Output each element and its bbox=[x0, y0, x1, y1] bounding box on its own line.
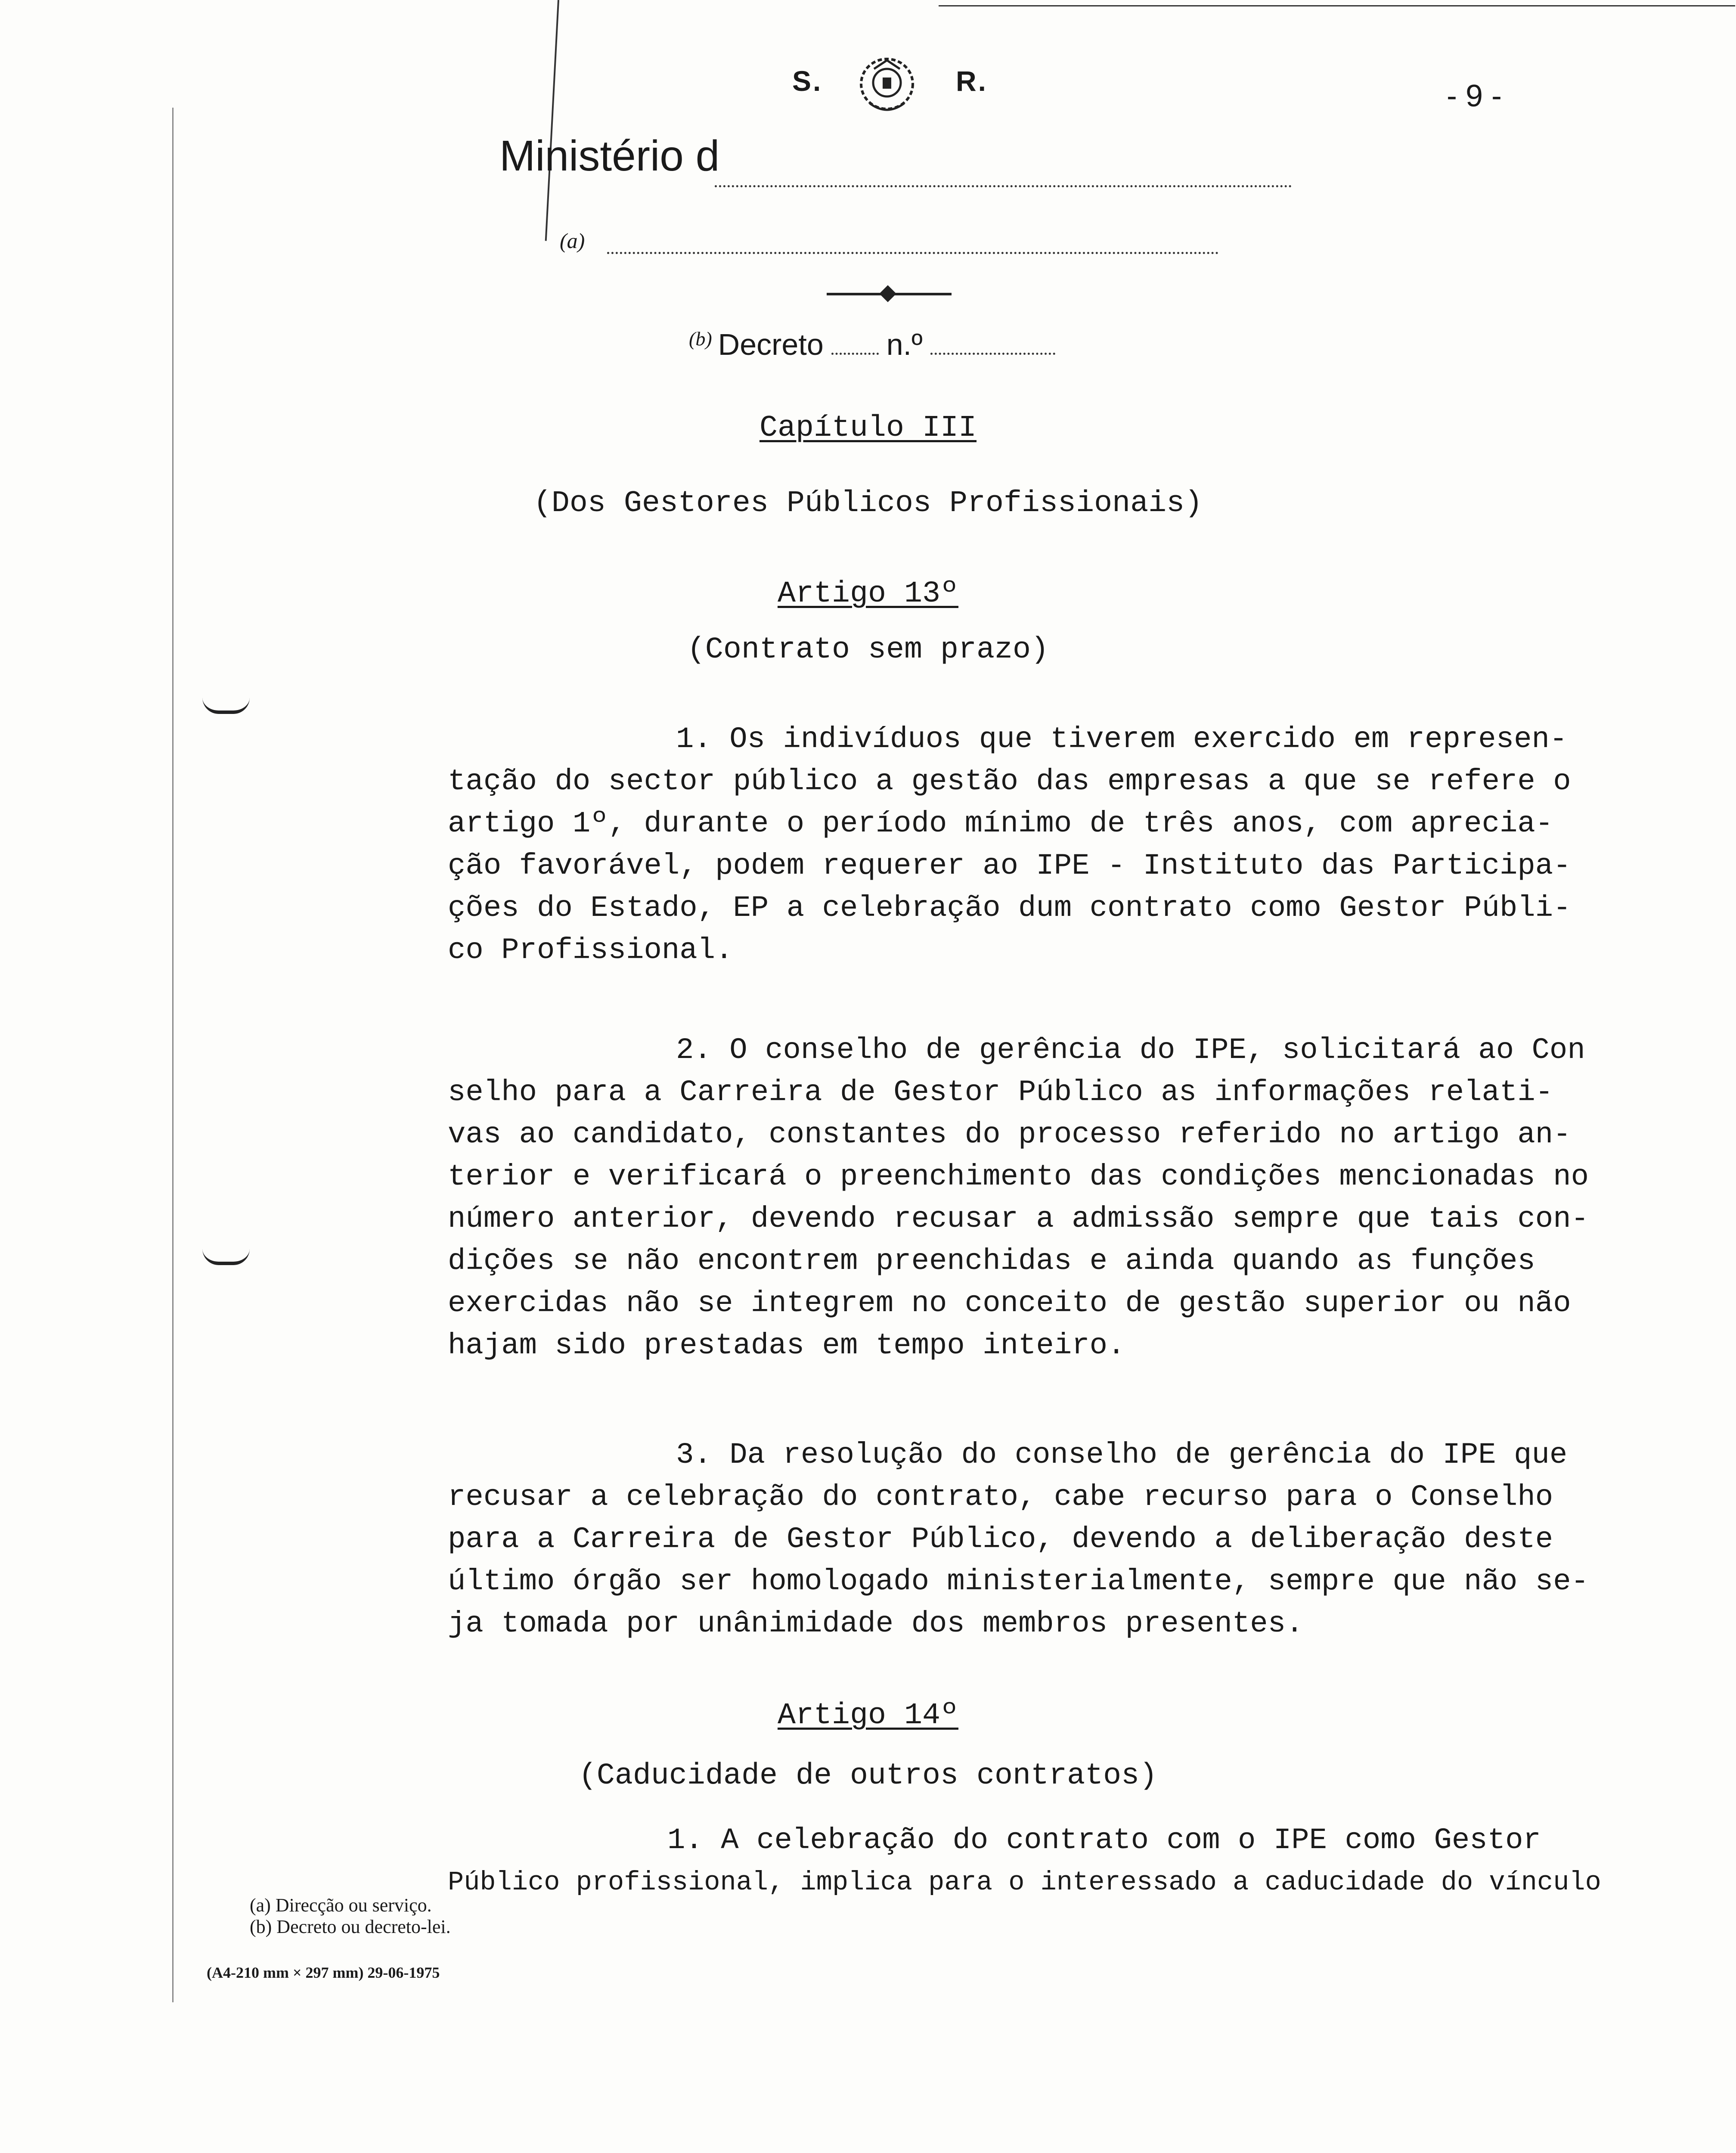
text-line: ção favorável, podem requerer ao IPE - Instituto das Participa- bbox=[448, 849, 1571, 883]
text-line: 1. Os indivíduos que tiverem exercido em represen- bbox=[676, 723, 1568, 756]
text-line: 1. A celebração do contrato com o IPE como Gestor bbox=[667, 1824, 1541, 1857]
text-line: Público profissional, implica para o interessado a caducidade do vínculo bbox=[448, 1867, 1601, 1898]
coat-of-arms-seal-icon bbox=[844, 52, 930, 116]
text-line: co Profissional. bbox=[448, 934, 733, 967]
text-line: número anterior, devendo recusar a admissão sempre que tais con- bbox=[448, 1202, 1589, 1236]
decree-marker-b: (b) bbox=[689, 328, 712, 350]
text-line: tação do sector público a gestão das empresas a que se refere o bbox=[448, 765, 1571, 798]
text-line: artigo 1º, durante o período mínimo de três anos, com aprecia- bbox=[448, 807, 1553, 841]
text-line: para a Carreira de Gestor Público, devendo a deliberação deste bbox=[448, 1523, 1553, 1556]
text-line: 3. Da resolução do conselho de gerência do IPE que bbox=[676, 1438, 1568, 1472]
text-line: dições se não encontrem preenchidas e ainda quando as funções bbox=[448, 1244, 1535, 1278]
field-a-label: (a) bbox=[560, 229, 585, 253]
ministry-label: Ministério d bbox=[499, 132, 720, 180]
text-line: terior e verificará o preenchimento das condições mencionadas no bbox=[448, 1160, 1589, 1194]
text-line: recusar a celebração do contrato, cabe recurso para o Conselho bbox=[448, 1480, 1553, 1514]
article-13-paragraph-1 bbox=[448, 718, 1571, 971]
divider-diamond-icon bbox=[879, 285, 896, 302]
binding-hole-mark bbox=[202, 1249, 250, 1265]
text-line: vas ao candidato, constantes do processo referido no artigo an- bbox=[448, 1118, 1571, 1151]
scan-edge-line bbox=[939, 5, 1735, 6]
chapter-subtitle: (Dos Gestores Públicos Profissionais) bbox=[533, 487, 1203, 521]
chapter-title: Capítulo III bbox=[759, 411, 977, 445]
footnote-a: (a) Direcção ou serviço. bbox=[250, 1895, 432, 1916]
article-13-paragraph-2 bbox=[448, 1029, 1589, 1367]
header-s: S. bbox=[792, 65, 823, 97]
decree-label: Decreto bbox=[718, 328, 824, 361]
article-13-paragraph-3 bbox=[448, 1434, 1589, 1645]
article-14-paragraph-1 bbox=[448, 1819, 1601, 1904]
header-r: R. bbox=[956, 65, 988, 97]
text-line: ções do Estado, EP a celebração dum contrato como Gestor Públi- bbox=[448, 891, 1571, 925]
footnotes bbox=[250, 1895, 451, 1938]
text-line: 2. O conselho de gerência do IPE, solicitará ao Con bbox=[676, 1033, 1585, 1067]
decree-number-blank bbox=[831, 353, 879, 355]
article-14-title: Artigo 14º bbox=[777, 1699, 959, 1733]
text-line: ja tomada por unânimidade dos membros presentes. bbox=[448, 1607, 1304, 1641]
paper-format-note: (A4-210 mm × 297 mm) 29-06-1975 bbox=[207, 1964, 440, 1981]
field-a-fill-line bbox=[607, 252, 1218, 254]
binding-hole-mark bbox=[202, 698, 250, 714]
text-line: exercidas não se integrem no conceito de gestão superior ou não bbox=[448, 1287, 1571, 1320]
text-line: último órgão ser homologado ministerialmente, sempre que não se- bbox=[448, 1565, 1589, 1598]
header-sr bbox=[792, 65, 988, 97]
article-13-title: Artigo 13º bbox=[777, 577, 959, 611]
footnote-b: (b) Decreto ou decreto-lei. bbox=[250, 1916, 451, 1937]
decree-line bbox=[689, 327, 1063, 362]
scan-edge-line bbox=[545, 0, 559, 241]
decree-no-blank bbox=[930, 353, 1055, 355]
article-13-subtitle: (Contrato sem prazo) bbox=[687, 633, 1049, 667]
ministry-fill-line bbox=[715, 185, 1292, 187]
article-14-subtitle: (Caducidade de outros contratos) bbox=[578, 1759, 1158, 1793]
decree-no-label: n.º bbox=[886, 328, 923, 361]
text-line: selho para a Carreira de Gestor Público as informações relati- bbox=[448, 1076, 1553, 1109]
text-line: hajam sido prestadas em tempo inteiro. bbox=[448, 1329, 1125, 1362]
page-number: - 9 - bbox=[1447, 79, 1502, 113]
